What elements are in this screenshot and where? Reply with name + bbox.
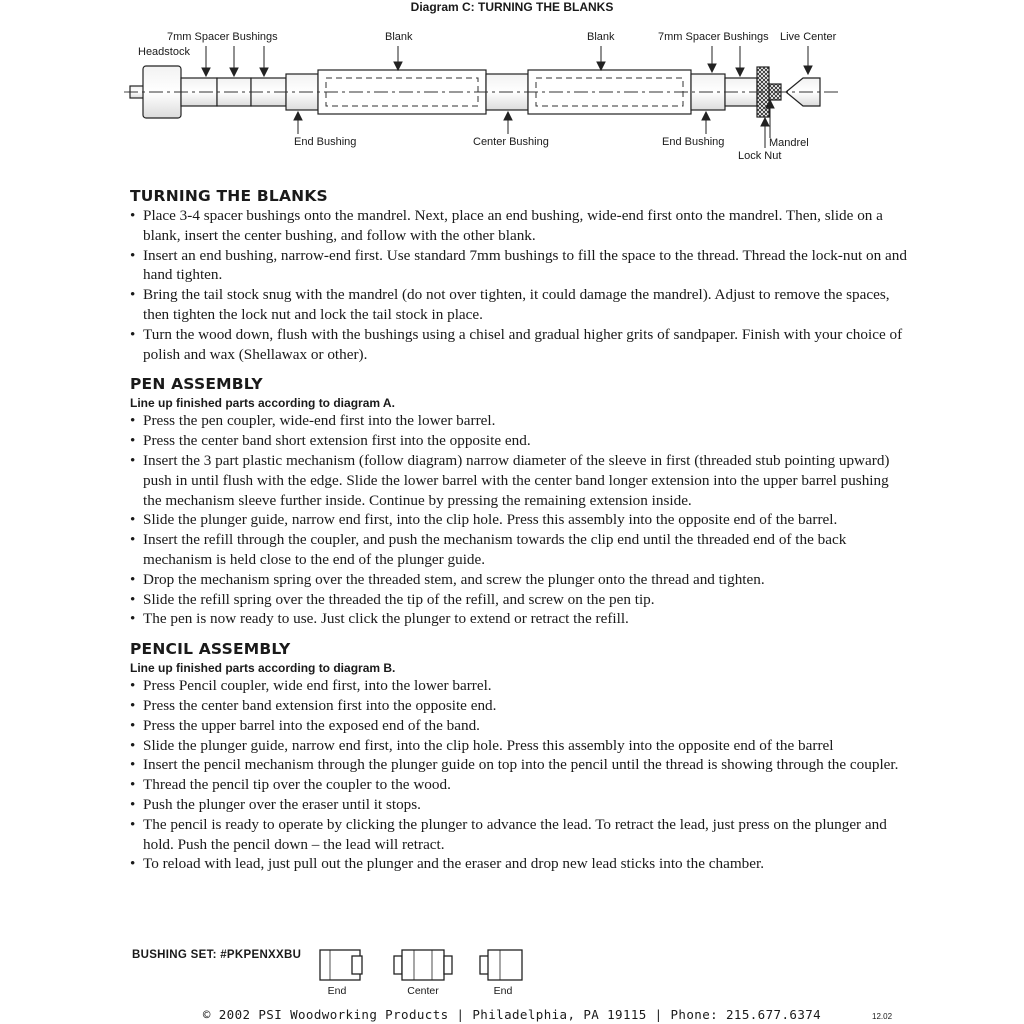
list-item: • Press the pen coupler, wide-end first into the lower barrel. [130, 411, 910, 431]
label-live-center: Live Center [780, 31, 837, 43]
list-item: • Press the center band short extension first into the opposite end. [130, 431, 910, 451]
bushing-set-title: BUSHING SET: #PKPENXXBU [132, 949, 302, 961]
label-headstock: Headstock [138, 46, 190, 58]
label-end-bushing-right: End Bushing [662, 136, 725, 148]
label-blank-left: Blank [385, 31, 413, 43]
section-turning-blanks [130, 186, 910, 364]
section-heading: PEN ASSEMBLY [130, 375, 263, 394]
list-item: • Slide the refill spring over the threaded the tip of the refill, and screw on the pen tip. [130, 590, 910, 610]
list-item: • Slide the plunger guide, narrow end first, into the clip hole. Press this assembly into the opposite end of the barrel. [130, 510, 910, 530]
footer-text: © 2002 PSI Woodworking Products | Philadelphia, PA 19115 | Phone: 215.677.6374 [202, 1007, 822, 1022]
list-item: • Insert the pencil mechanism through the plunger guide on top into the pencil until the thread is showing through the coupler. [130, 755, 910, 775]
section-subheading: Line up finished parts according to diagram A. [130, 396, 395, 411]
label-end-bushing-left: End Bushing [294, 136, 357, 148]
section-pen-assembly [130, 374, 910, 629]
section-heading: TURNING THE BLANKS [130, 187, 328, 205]
lathe-diagram [0, 0, 1024, 175]
instructions [130, 186, 910, 874]
list-item: • Thread the pencil tip over the coupler to the wood. [130, 775, 910, 795]
label-spacer-bushings-right: 7mm Spacer Bushings [658, 31, 769, 43]
list-item: • Press Pencil coupler, wide end first, into the lower barrel. [130, 676, 910, 696]
list-item: • Insert the refill through the coupler, and push the mechanism towards the clip end until the threaded end of the back mechanism is held close to the end of the plunger guide. [130, 530, 910, 570]
bushing-set-diagram [310, 944, 540, 986]
list-item: • Bring the tail stock snug with the mandrel (do not over tighten, it could damage the mandrel). Adjust to remove the spaces, then tighten the lock nut and lock the tail stock in place. [130, 285, 910, 325]
list-item: • Turn the wood down, flush with the bushings using a chisel and gradual higher grits of sandpaper. Finish with your choice of polish and wax (Shellawax or other). [130, 325, 910, 365]
label-lock-nut: Lock Nut [738, 150, 782, 162]
list-item: • The pen is now ready to use. Just click the plunger to extend or retract the refill. [130, 609, 910, 629]
section-subheading: Line up finished parts according to diagram B. [130, 661, 396, 676]
list-item: • Insert an end bushing, narrow-end first. Use standard 7mm bushings to fill the space to the thread. Thread the lock-nut on and hand tighten. [130, 246, 910, 286]
list-item: • Push the plunger over the eraser until it stops. [130, 795, 910, 815]
list-item: • Press the center band extension first into the opposite end. [130, 696, 910, 716]
list-item: • Press the upper barrel into the exposed end of the band. [130, 716, 910, 736]
list-item: • The pencil is ready to operate by clicking the plunger to advance the lead. To retract the lead, just press on the plunger and hold. Push the pencil down – the lead will retract. [130, 815, 910, 855]
list-item: • Place 3-4 spacer bushings onto the mandrel. Next, place an end bushing, wide-end first onto the mandrel. Then, slide on a blank, insert the center bushing, and follow with the other blank. [130, 206, 910, 246]
label-center-bushing: Center Bushing [473, 136, 549, 148]
label-spacer-bushings-left: 7mm Spacer Bushings [167, 31, 278, 43]
center-bushing-shape [394, 956, 402, 974]
label-mandrel: Mandrel [769, 137, 809, 149]
label-blank-right: Blank [587, 31, 615, 43]
version-code: 12.02 [872, 1012, 893, 1021]
list-item: • To reload with lead, just pull out the plunger and the eraser and drop new lead sticks into the chamber. [130, 854, 910, 874]
bushing-label-end: End [327, 985, 347, 997]
list-item: • Slide the plunger guide, narrow end first, into the clip hole. Press this assembly into the opposite end of the barrel [130, 736, 910, 756]
diagram-title: Diagram C: TURNING THE BLANKS [410, 0, 614, 14]
section-pencil-assembly [130, 639, 910, 874]
section-heading: PENCIL ASSEMBLY [130, 640, 291, 659]
list-item: • Drop the mechanism spring over the threaded stem, and screw the plunger onto the thread and tighten. [130, 570, 910, 590]
bushing-label-end: End [493, 985, 513, 997]
list-item: • Insert the 3 part plastic mechanism (follow diagram) narrow diameter of the sleeve in first (threaded stub pointing upward) push in until flush with the edge. Slide the lower barrel with the center band longer extension into the upper barrel pushing the mechanism sleeve further inside. Continue by pressing the remaining extension inside. [130, 451, 910, 510]
bushing-label-center: Center [407, 985, 439, 997]
